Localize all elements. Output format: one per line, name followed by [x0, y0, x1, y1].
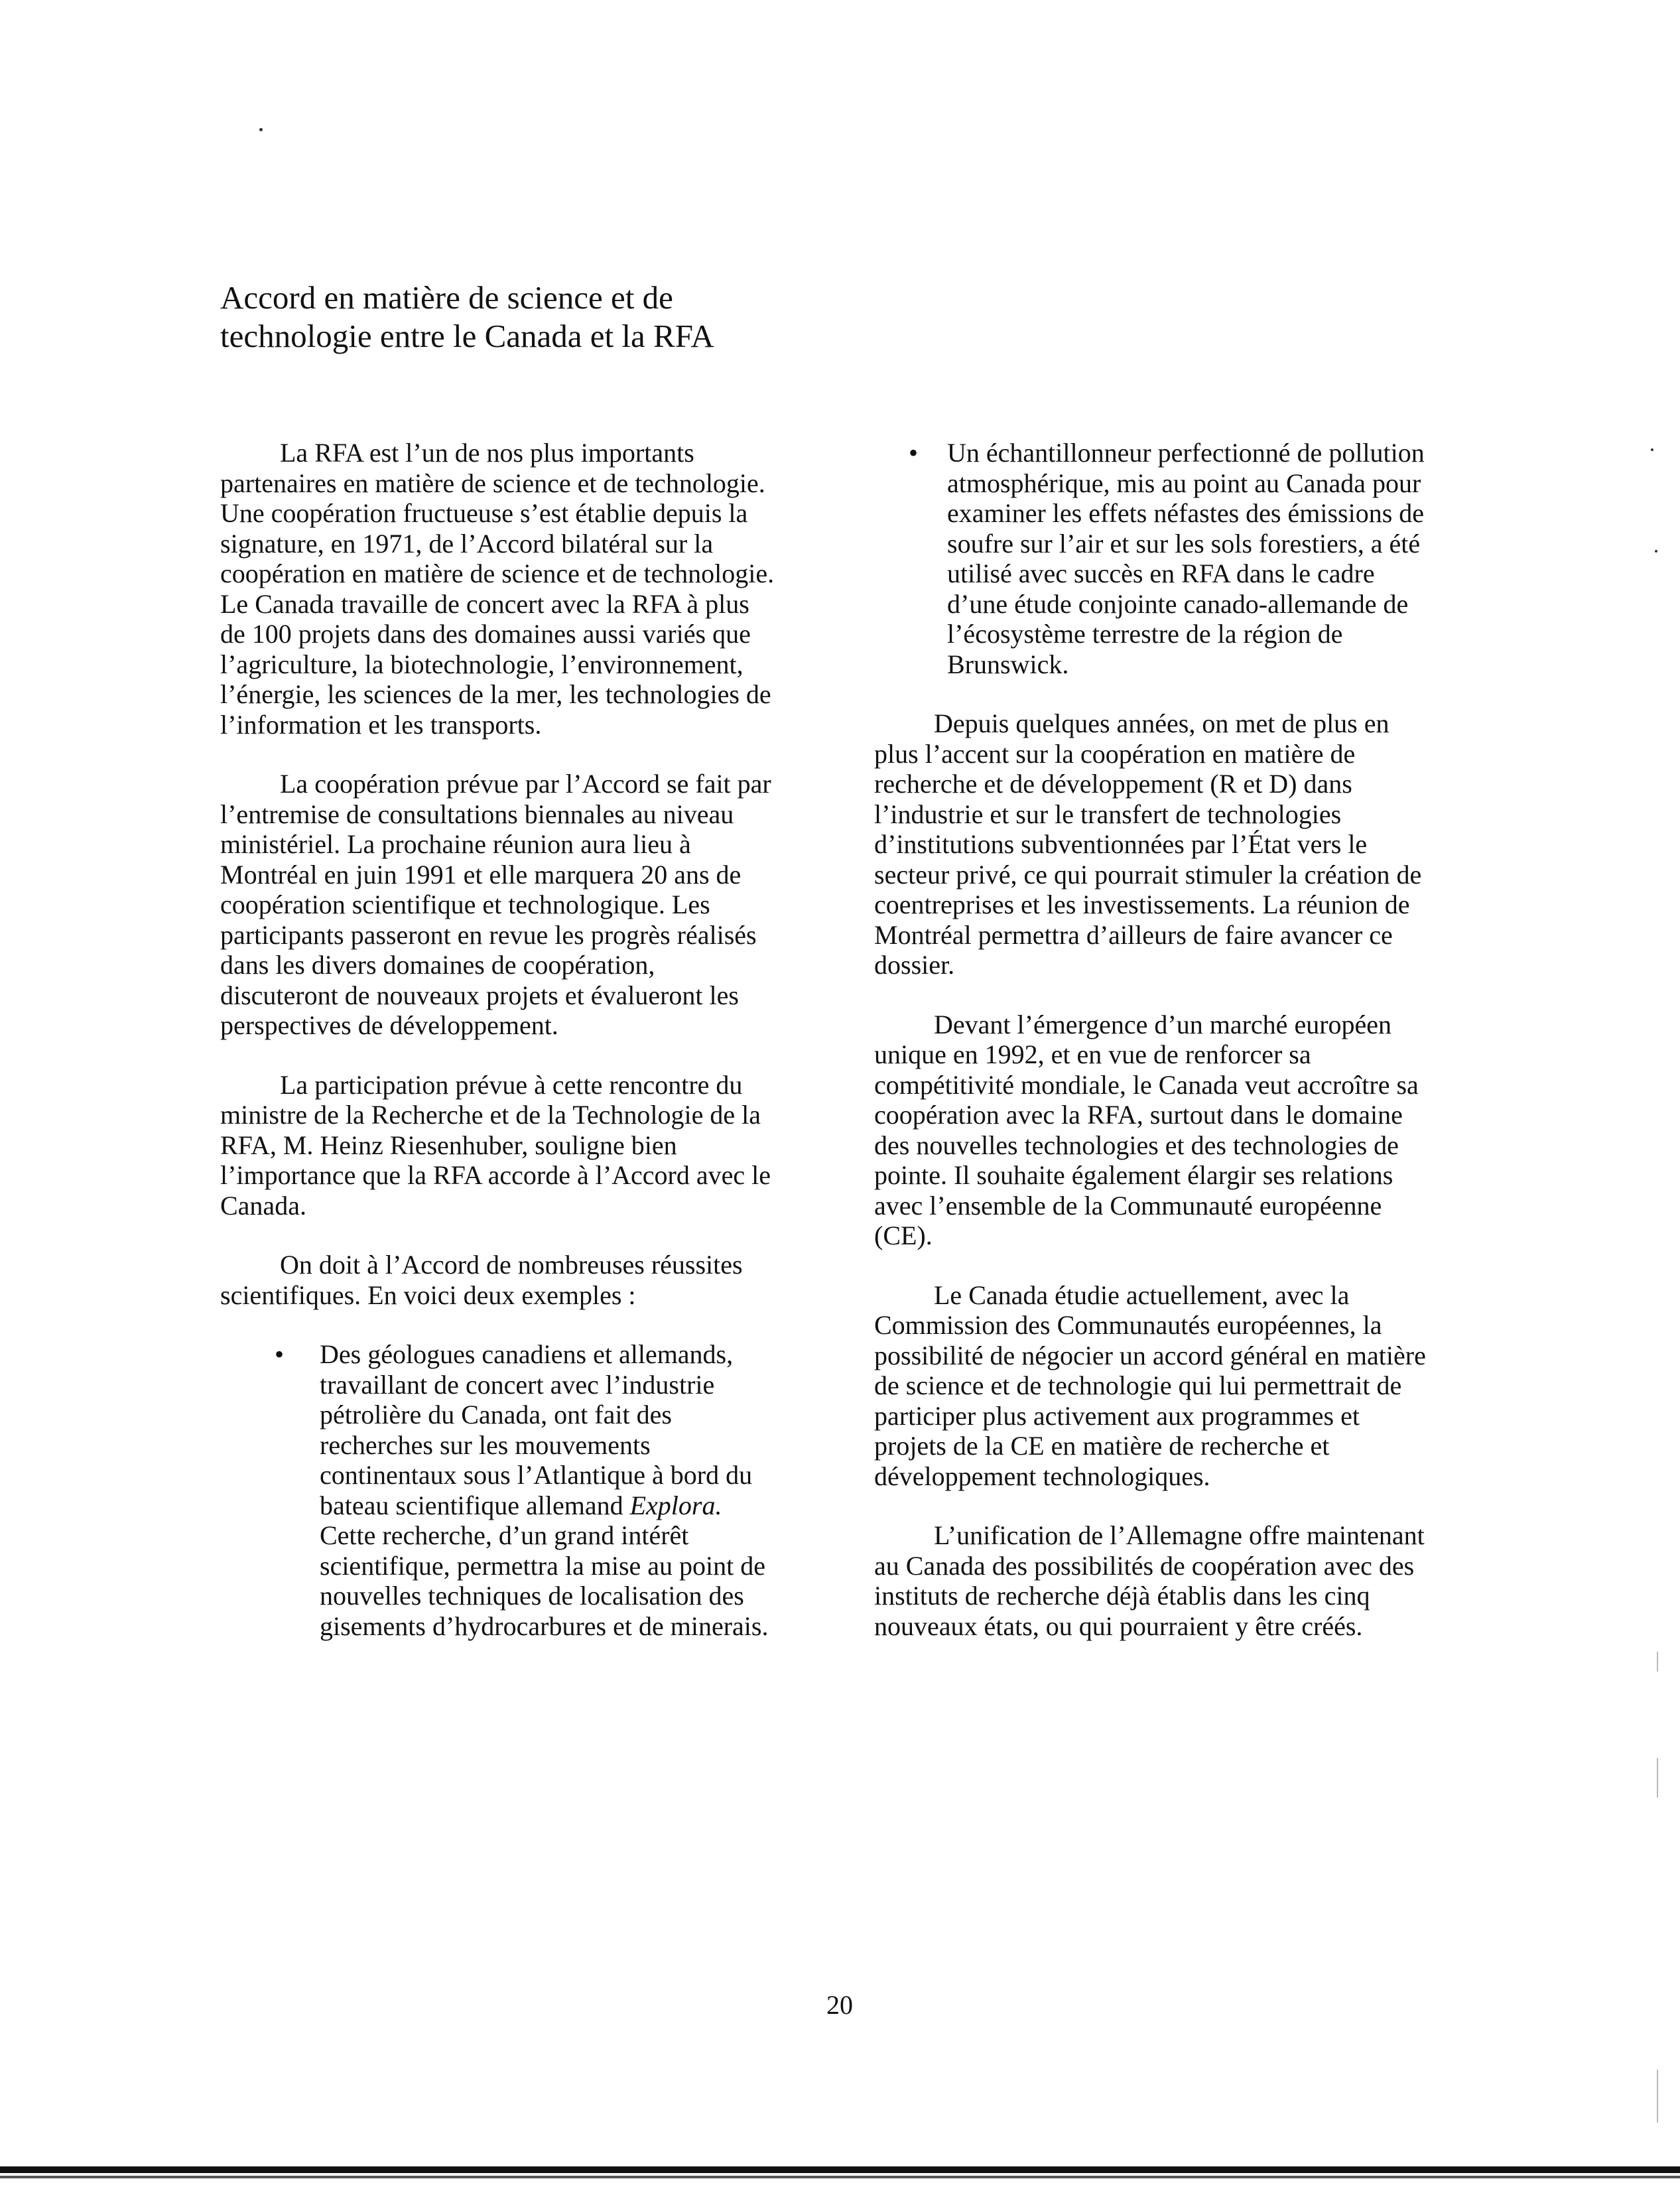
bullet-item — [874, 438, 1438, 679]
bullet-text: Un échantillonneur perfectionné de pollution atmosphérique, mis au point au Canada pour examiner les effets néfastes des émissions de soufre sur l’air et sur les sols forestiers, a été utilisé avec succès en RFA dans le cadre d’une étude conjointe canado-allemande de l’écosystème terrestre de la région de Brunswick. — [947, 438, 1425, 679]
scan-speck — [259, 128, 263, 131]
scan-edge-mark — [1657, 1758, 1658, 1798]
paragraph: Le Canada étudie actuellement, avec la Commission des Communautés européennes, la possibilité de négocier un accord général en matière de science et de technologie qui lui permettrait de participer plus activement aux programmes et projets de la CE en matière de recherche et développement technologiques. — [874, 1280, 1426, 1491]
right-column — [874, 438, 1438, 1670]
paragraph: L’unification de l’Allemagne offre maintenant au Canada des possibilités de coopération avec des instituts de recherche déjà établis dans les cinq nouveaux états, ou qui pourraient y être créés. — [874, 1520, 1425, 1641]
left-column — [220, 438, 777, 1670]
scan-bottom-border — [0, 2166, 1680, 2173]
paragraph: La RFA est l’un de nos plus importants partenaires en matière de science et de technologie. Une coopération fructueuse s’est établie depuis la signature, en 1971, de l’Accord bilatéral sur la coopération en matière de science et de technologie. Le Canada travaille de concert avec la RFA à plus de 100 projets dans des domaines aussi variés que l’agriculture, la biotechnologie, l’environnement, l’énergie, les sciences de la mer, les technologies de l’information et les transports. — [220, 438, 775, 740]
bullet-icon: • — [275, 1339, 285, 1369]
paragraph: Depuis quelques années, on met de plus en plus l’accent sur la coopération en matière de recherche et de développement (R et D) dans l’industrie et sur le transfert de technologies d’institutions subventionnées par l’État vers le secteur privé, ce qui pourrait stimuler la création de coentreprises et les investissements. La réunion de Montréal permettra d’ailleurs de faire avancer ce dossier. — [874, 708, 1422, 980]
scan-speck — [1651, 448, 1653, 451]
scan-speck — [1655, 550, 1657, 553]
bullet-text: Des géologues canadiens et allemands, travaillant de concert avec l’industrie pétrolière du Canada, ont fait des recherches sur les mouvements continentaux sous l’Atlantique à bord du bateau scientifique allemand — [320, 1339, 753, 1520]
ship-name: Explora. — [629, 1490, 722, 1520]
scan-bottom-border — [0, 2176, 1680, 2178]
paragraph: On doit à l’Accord de nombreuses réussites scientifiques. En voici deux exemples : — [220, 1250, 743, 1310]
bullet-text: Cette recherche, d’un grand intérêt scientifique, permettra la mise au point de nouvelles techniques de localisation des gisements d’hydrocarbures et de minerais. — [320, 1520, 769, 1641]
scan-edge-mark — [1657, 2070, 1658, 2123]
scan-edge-mark — [1657, 1652, 1658, 1672]
paragraph: La participation prévue à cette rencontre du ministre de la Recherche et de la Technologie de la RFA, M. Heinz Riesenhuber, souligne bien l’importance que la RFA accorde à l’Accord avec le Canada. — [220, 1069, 771, 1221]
page-title: Accord en matière de science et de technologie entre le Canada et la RFA — [220, 279, 714, 354]
bullet-item — [220, 1339, 777, 1641]
paragraph: La coopération prévue par l’Accord se fait par l’entremise de consultations biennales au niveau ministériel. La prochaine réunion aura lieu à Montréal en juin 1991 et elle marquera 20 ans de coopération scientifique et technologique. Les participants passeront en revue les progrès réalisés dans les divers domaines de coopération, discuteront de nouveaux projets et évalueront les perspectives de développement. — [220, 769, 771, 1040]
bullet-icon: • — [909, 438, 919, 468]
paragraph: Devant l’émergence d’un marché européen unique en 1992, et en vue de renforcer sa compétitivité mondiale, le Canada veut accroître sa coopération avec la RFA, surtout dans le domaine des nouvelles technologies et des technologies de pointe. Il souhaite également élargir ses relations avec l’ensemble de la Communauté européenne (CE). — [874, 1009, 1419, 1250]
page-number: 20 — [826, 1990, 853, 2020]
